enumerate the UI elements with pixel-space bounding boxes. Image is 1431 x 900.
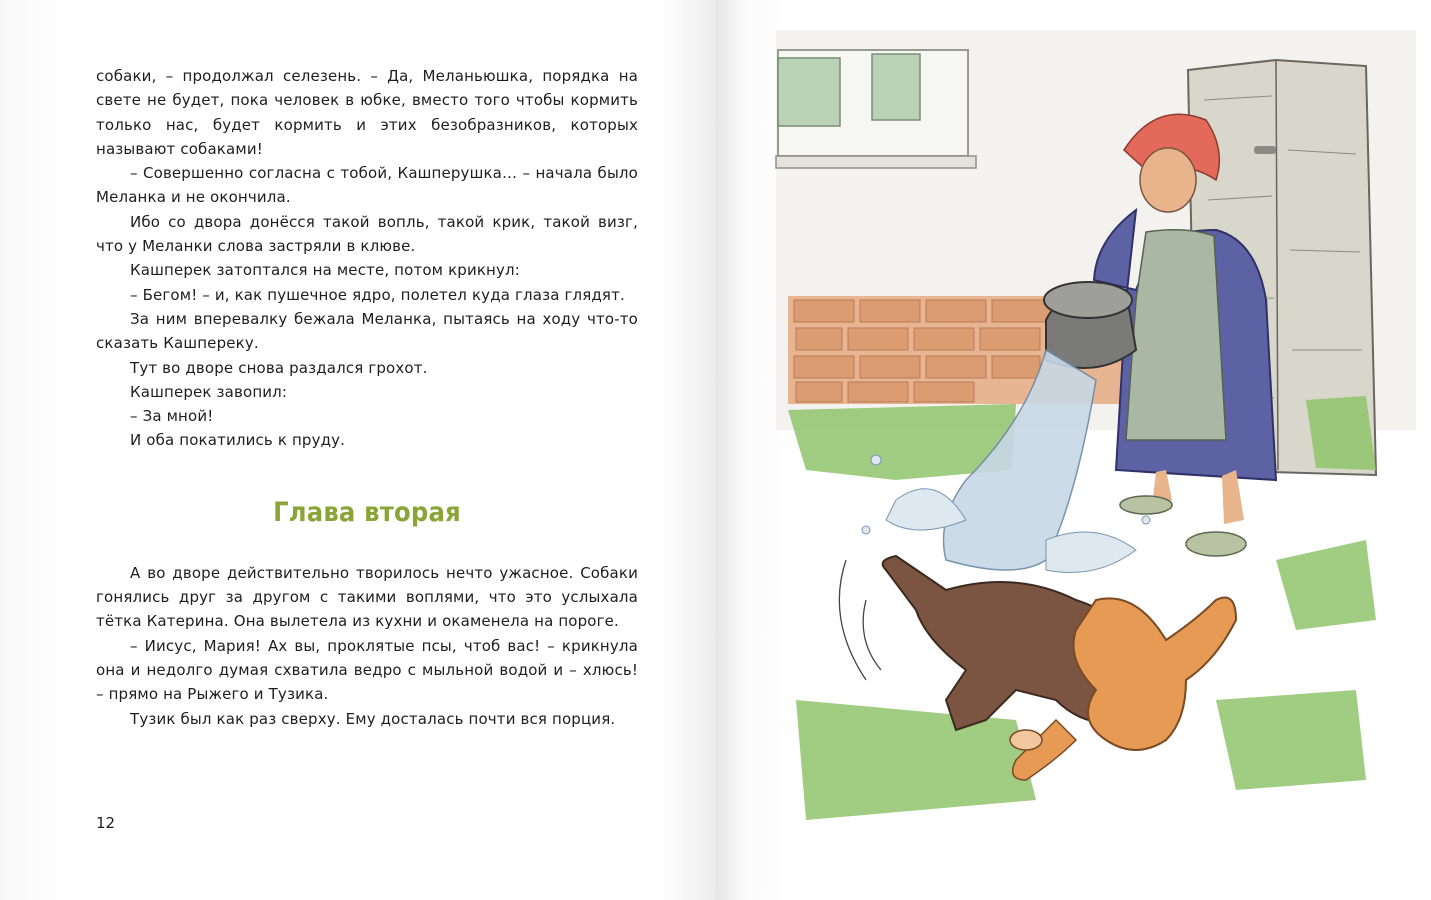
window [776,50,976,168]
chapter-title: Глава вторая [273,496,461,528]
motion-lines [839,560,881,680]
paragraph: – Иисус, Мария! Ах вы, проклятые псы, чтоб вас! – крикнула она и недолго думая схватила ведро с мыльной водой и – хлюсь! – прямо на Рыжего и Тузика. [96,636,638,704]
page-number: 12 [96,814,116,832]
paragraphs-after-chapter [96,561,638,731]
paragraph: И оба покатились к пруду. [130,431,346,450]
bucket [1044,282,1136,368]
paragraph: – За мной! [130,407,214,426]
paragraph: собаки, – продолжал селезень. – Да, Меланьюшка, порядка на свете не будет, пока человек в юбке, вместо того чтобы кормить только нас, будет кормить и этих безобразников, которых называют собаками! [96,67,638,158]
paragraph: Ибо со двора донёсся такой вопль, такой крик, такой визг, что у Меланки слова застряли в клюве. [96,212,638,256]
paragraphs-before-chapter [96,64,638,453]
paragraph: За ним вперевалку бежала Меланка, пытаясь на ходу что-то сказать Кашпереку. [96,309,638,353]
paragraph: Кашперек завопил: [130,382,288,401]
paragraph: Тузик был как раз сверху. Ему досталась почти вся порция. [130,709,616,728]
right-page [716,0,1431,900]
paragraph: – Совершенно согласна с тобой, Кашперушка… – начала было Меланка и не окончила. [96,164,638,207]
illustration-woman-splashing-dogs [716,0,1431,900]
paragraph: Кашперек затоптался на месте, потом крикнул: [130,261,520,280]
text-block [96,64,638,731]
paragraph: А во дворе действительно творилось нечто ужасное. Собаки гонялись друг за другом с такими воплями, что это услыхала тётка Катерина. Она вылетела из кухни и окаменела на пороге. [96,563,638,631]
paragraph: – Бегом! – и, как пушечное ядро, полетел куда глаза глядят. [130,285,625,304]
paragraph: Тут во дворе снова раздался грохот. [130,358,428,377]
